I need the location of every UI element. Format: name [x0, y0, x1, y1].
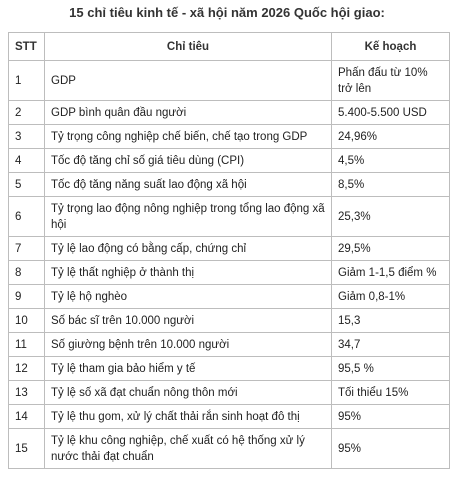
indicators-table — [8, 32, 450, 469]
row-plan: 95,5 % — [332, 357, 450, 381]
row-indicator: Tỷ lệ hộ nghèo — [45, 285, 332, 309]
table-row — [9, 149, 450, 173]
table-row — [9, 357, 450, 381]
page-title: 15 chỉ tiêu kinh tế - xã hội năm 2026 Quốc hội giao: — [69, 5, 385, 20]
row-indicator: Tỷ lệ khu công nghiệp, chế xuất có hệ thống xử lý nước thải đạt chuẩn — [45, 429, 332, 469]
table-row — [9, 173, 450, 197]
row-number: 2 — [9, 101, 45, 125]
row-plan: Tối thiểu 15% — [332, 381, 450, 405]
header-plan: Kế hoạch — [332, 33, 450, 61]
row-plan: 95% — [332, 429, 450, 469]
row-plan: Giảm 1-1,5 điểm % — [332, 261, 450, 285]
header-stt: STT — [9, 33, 45, 61]
row-indicator: Tỷ lệ tham gia bảo hiểm y tế — [45, 357, 332, 381]
row-number: 15 — [9, 429, 45, 469]
row-indicator: Tốc độ tăng năng suất lao động xã hội — [45, 173, 332, 197]
row-plan: Phấn đấu từ 10% trở lên — [332, 61, 450, 101]
table-row — [9, 309, 450, 333]
row-plan: 4,5% — [332, 149, 450, 173]
row-number: 12 — [9, 357, 45, 381]
row-number: 13 — [9, 381, 45, 405]
table-row — [9, 261, 450, 285]
row-plan: 5.400-5.500 USD — [332, 101, 450, 125]
table-row — [9, 405, 450, 429]
row-indicator: Tỷ trọng công nghiệp chế biến, chế tạo trong GDP — [45, 125, 332, 149]
row-number: 5 — [9, 173, 45, 197]
row-number: 10 — [9, 309, 45, 333]
row-plan: 25,3% — [332, 197, 450, 237]
table-row — [9, 381, 450, 405]
table-row — [9, 429, 450, 469]
row-number: 4 — [9, 149, 45, 173]
row-number: 8 — [9, 261, 45, 285]
row-number: 1 — [9, 61, 45, 101]
table-row — [9, 125, 450, 149]
row-number: 14 — [9, 405, 45, 429]
row-indicator: GDP — [45, 61, 332, 101]
table-row — [9, 101, 450, 125]
row-indicator: Tỷ trọng lao động nông nghiệp trong tổng lao động xã hội — [45, 197, 332, 237]
row-indicator: Tỷ lệ lao động có bằng cấp, chứng chỉ — [45, 237, 332, 261]
row-plan: 34,7 — [332, 333, 450, 357]
table-row — [9, 197, 450, 237]
row-indicator: Tỷ lệ thất nghiệp ở thành thị — [45, 261, 332, 285]
row-number: 9 — [9, 285, 45, 309]
row-plan: 24,96% — [332, 125, 450, 149]
row-indicator: Số bác sĩ trên 10.000 người — [45, 309, 332, 333]
table-row — [9, 61, 450, 101]
row-number: 7 — [9, 237, 45, 261]
row-number: 6 — [9, 197, 45, 237]
row-indicator: Tỷ lệ thu gom, xử lý chất thải rắn sinh hoạt đô thị — [45, 405, 332, 429]
row-indicator: Tốc độ tăng chỉ số giá tiêu dùng (CPI) — [45, 149, 332, 173]
row-indicator: Tỷ lệ số xã đạt chuẩn nông thôn mới — [45, 381, 332, 405]
table-row — [9, 237, 450, 261]
table-row — [9, 333, 450, 357]
row-plan: Giảm 0,8-1% — [332, 285, 450, 309]
row-number: 3 — [9, 125, 45, 149]
row-indicator: GDP bình quân đầu người — [45, 101, 332, 125]
header-indicator: Chỉ tiêu — [45, 33, 332, 61]
row-plan: 95% — [332, 405, 450, 429]
table-header-row — [9, 33, 450, 61]
row-indicator: Số giường bệnh trên 10.000 người — [45, 333, 332, 357]
row-plan: 15,3 — [332, 309, 450, 333]
row-number: 11 — [9, 333, 45, 357]
row-plan: 29,5% — [332, 237, 450, 261]
row-plan: 8,5% — [332, 173, 450, 197]
table-row — [9, 285, 450, 309]
